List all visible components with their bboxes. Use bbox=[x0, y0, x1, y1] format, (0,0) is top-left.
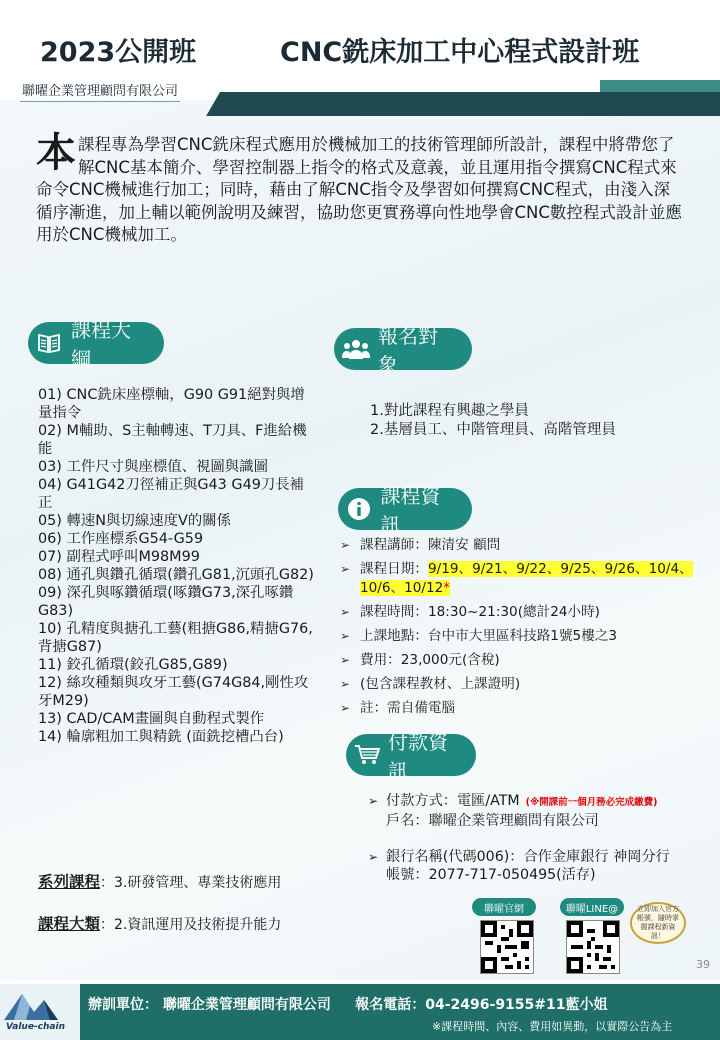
qr-line-label: 聯曜LINE@ bbox=[560, 898, 624, 916]
info-dates-value: 9/19、9/21、9/22、9/25、9/26、10/4、10/6、10/12* bbox=[360, 561, 693, 596]
list-item: 1.對此課程有興趣之學員 bbox=[370, 403, 529, 419]
info-location: ➢ 上課地點：台中市大里區科技路1號5樓之3 bbox=[340, 628, 618, 644]
logo-text: Value-chain bbox=[6, 1022, 65, 1032]
info-dates-mark: * bbox=[443, 580, 451, 596]
info-time: ➢ 課程時間：18:30~21:30(總計24小時) bbox=[340, 604, 600, 620]
book-icon bbox=[36, 329, 63, 357]
page-number: 39 bbox=[696, 958, 710, 971]
arrow-bullet-icon: ➢ bbox=[340, 538, 351, 552]
footer-phone: 報名電話：04-2496-9155#11藍小姐 bbox=[355, 997, 608, 1013]
series-value: ：3.研發管理、專業技術應用 bbox=[100, 875, 282, 891]
info-fee: ➢ 費用：23,000元(含稅) bbox=[340, 652, 500, 668]
course-title: CNC銑床加工中心程式設計班 bbox=[280, 37, 640, 68]
cart-icon bbox=[354, 741, 380, 769]
qr-official-label: 聯曜官網 bbox=[472, 898, 536, 916]
list-item: 13) CAD/CAM畫圖與自動程式製作 bbox=[38, 711, 265, 727]
payment-account-number: 帳號：2077-717-050495(活存) bbox=[386, 867, 596, 883]
outline-list bbox=[38, 386, 318, 746]
target-list bbox=[370, 402, 616, 440]
company-name: 聯曜企業管理顧問有限公司 bbox=[20, 80, 180, 102]
mountain-logo-icon bbox=[0, 984, 80, 1024]
series-course bbox=[38, 870, 281, 892]
payment-account-name: 戶名：聯曜企業管理顧問有限公司 bbox=[386, 813, 599, 829]
series-label: 系列課程 bbox=[38, 873, 101, 891]
footer-disclaimer: ※課程時間、內容、費用如異動，以實際公告為主 bbox=[432, 1020, 673, 1033]
list-item: 10) 孔精度與搪孔工藝(粗搪G86,精搪G76,背搪G87) bbox=[38, 621, 313, 655]
outline-heading bbox=[28, 318, 164, 371]
course-category bbox=[38, 912, 281, 934]
info-includes: ➢ (包含課程教材、上課證明) bbox=[340, 676, 521, 692]
list-item: 09) 深孔與啄鑽循環(啄鑽G73,深孔啄鑽G83) bbox=[38, 585, 294, 619]
qr-code-official[interactable] bbox=[480, 920, 534, 974]
footer-organizer: 辦訓單位： 聯曜企業管理顧問有限公司 bbox=[88, 997, 331, 1013]
target-heading bbox=[334, 324, 472, 377]
list-item: 05) 轉速N與切線速度V的關係 bbox=[38, 513, 232, 529]
arrow-bullet-icon: ➢ bbox=[340, 701, 351, 715]
payment-heading bbox=[346, 730, 476, 783]
payment-bank: ➢ 銀行名稱(代碼006)：合作金庫銀行 神岡分行 bbox=[368, 849, 670, 865]
info-heading-label: 課程資訊 bbox=[380, 484, 441, 537]
category-label: 課程大類 bbox=[38, 915, 101, 933]
list-item: 14) 輪廓粗加工與精銑 (面銑挖槽凸台) bbox=[38, 729, 284, 745]
info-icon bbox=[346, 495, 372, 523]
list-item: 08) 通孔與鑽孔循環(鑽孔G81,沉頭孔G82) bbox=[38, 567, 314, 583]
info-list bbox=[340, 536, 720, 723]
info-dates bbox=[340, 560, 720, 598]
payment-method: ➢ 付款方式：電匯/ATM (※開課前一個月務必完成繳費) bbox=[368, 792, 718, 812]
list-item: 2.基層員工、中階管理員、高階管理員 bbox=[370, 422, 616, 438]
list-item: 06) 工作座標系G54-G59 bbox=[38, 531, 204, 547]
list-item: 07) 副程式呼叫M98M99 bbox=[38, 549, 200, 565]
intro-text: 課程專為學習CNC銑床程式應用於機械加工的技術管理師所設計，課程中將帶您了解CNC基本簡介、學習控制器上指令的格式及意義，並且運用指令撰寫CNC程式來命令CNC機械進行加工；同時，藉由了解CNC指令及學習如何撰寫CNC程式，由淺入深循序漸進，加上輔以範例說明及練習，協助您更實務導向性地學會CNC數控程式設計並應用於CNC機械加工。 bbox=[36, 135, 682, 244]
info-dates-label: 課程日期： bbox=[360, 561, 428, 577]
outline-heading-label: 課程大綱 bbox=[70, 318, 131, 371]
arrow-bullet-icon: ➢ bbox=[340, 653, 351, 667]
qr-code-line[interactable] bbox=[566, 920, 620, 974]
payment-warning: (※開課前一個月務必完成繳費) bbox=[525, 797, 658, 808]
info-heading bbox=[338, 484, 472, 537]
arrow-bullet-icon: ➢ bbox=[340, 605, 351, 619]
arrow-bullet-icon: ➢ bbox=[340, 629, 351, 643]
list-item: 03) 工件尺寸與座標值、視圖與識圖 bbox=[38, 459, 268, 475]
arrow-bullet-icon: ➢ bbox=[340, 562, 351, 576]
list-item: 01) CNC銑床座標軸，G90 G91絕對與增量指令 bbox=[38, 387, 305, 421]
list-item: 04) G41G42刀徑補正與G43 G49刀長補正 bbox=[38, 477, 305, 511]
line-join-bubble: 立即加入官方帳號，隨時掌握課程新資訊！ bbox=[630, 902, 686, 944]
year-title: 2023公開班 bbox=[40, 37, 197, 68]
list-item: 11) 鉸孔循環(鉸孔G85,G89) bbox=[38, 657, 228, 673]
header-stripe-dark bbox=[206, 92, 720, 116]
intro-drop-cap: 本 bbox=[36, 130, 76, 176]
people-icon bbox=[342, 335, 370, 363]
arrow-bullet-icon: ➢ bbox=[368, 794, 379, 808]
payment-block bbox=[368, 792, 718, 884]
list-item: 02) M輔助、S主軸轉速、T刀具、F進給機能 bbox=[38, 423, 307, 457]
list-item: 12) 絲攻種類與攻牙工藝(G74G84,剛性攻牙M29) bbox=[38, 675, 309, 709]
payment-heading-label: 付款資訊 bbox=[388, 730, 448, 783]
intro-paragraph bbox=[36, 130, 686, 247]
info-instructor: ➢ 課程講師：陳清安 顧問 bbox=[340, 537, 501, 553]
category-value: ：2.資訊運用及技術提升能力 bbox=[100, 917, 282, 933]
info-note: ➢ 註：需自備電腦 bbox=[340, 700, 456, 716]
arrow-bullet-icon: ➢ bbox=[368, 850, 379, 864]
header bbox=[0, 0, 720, 100]
arrow-bullet-icon: ➢ bbox=[340, 677, 351, 691]
footer-contact bbox=[88, 994, 608, 1014]
target-heading-label: 報名對象 bbox=[378, 324, 438, 377]
